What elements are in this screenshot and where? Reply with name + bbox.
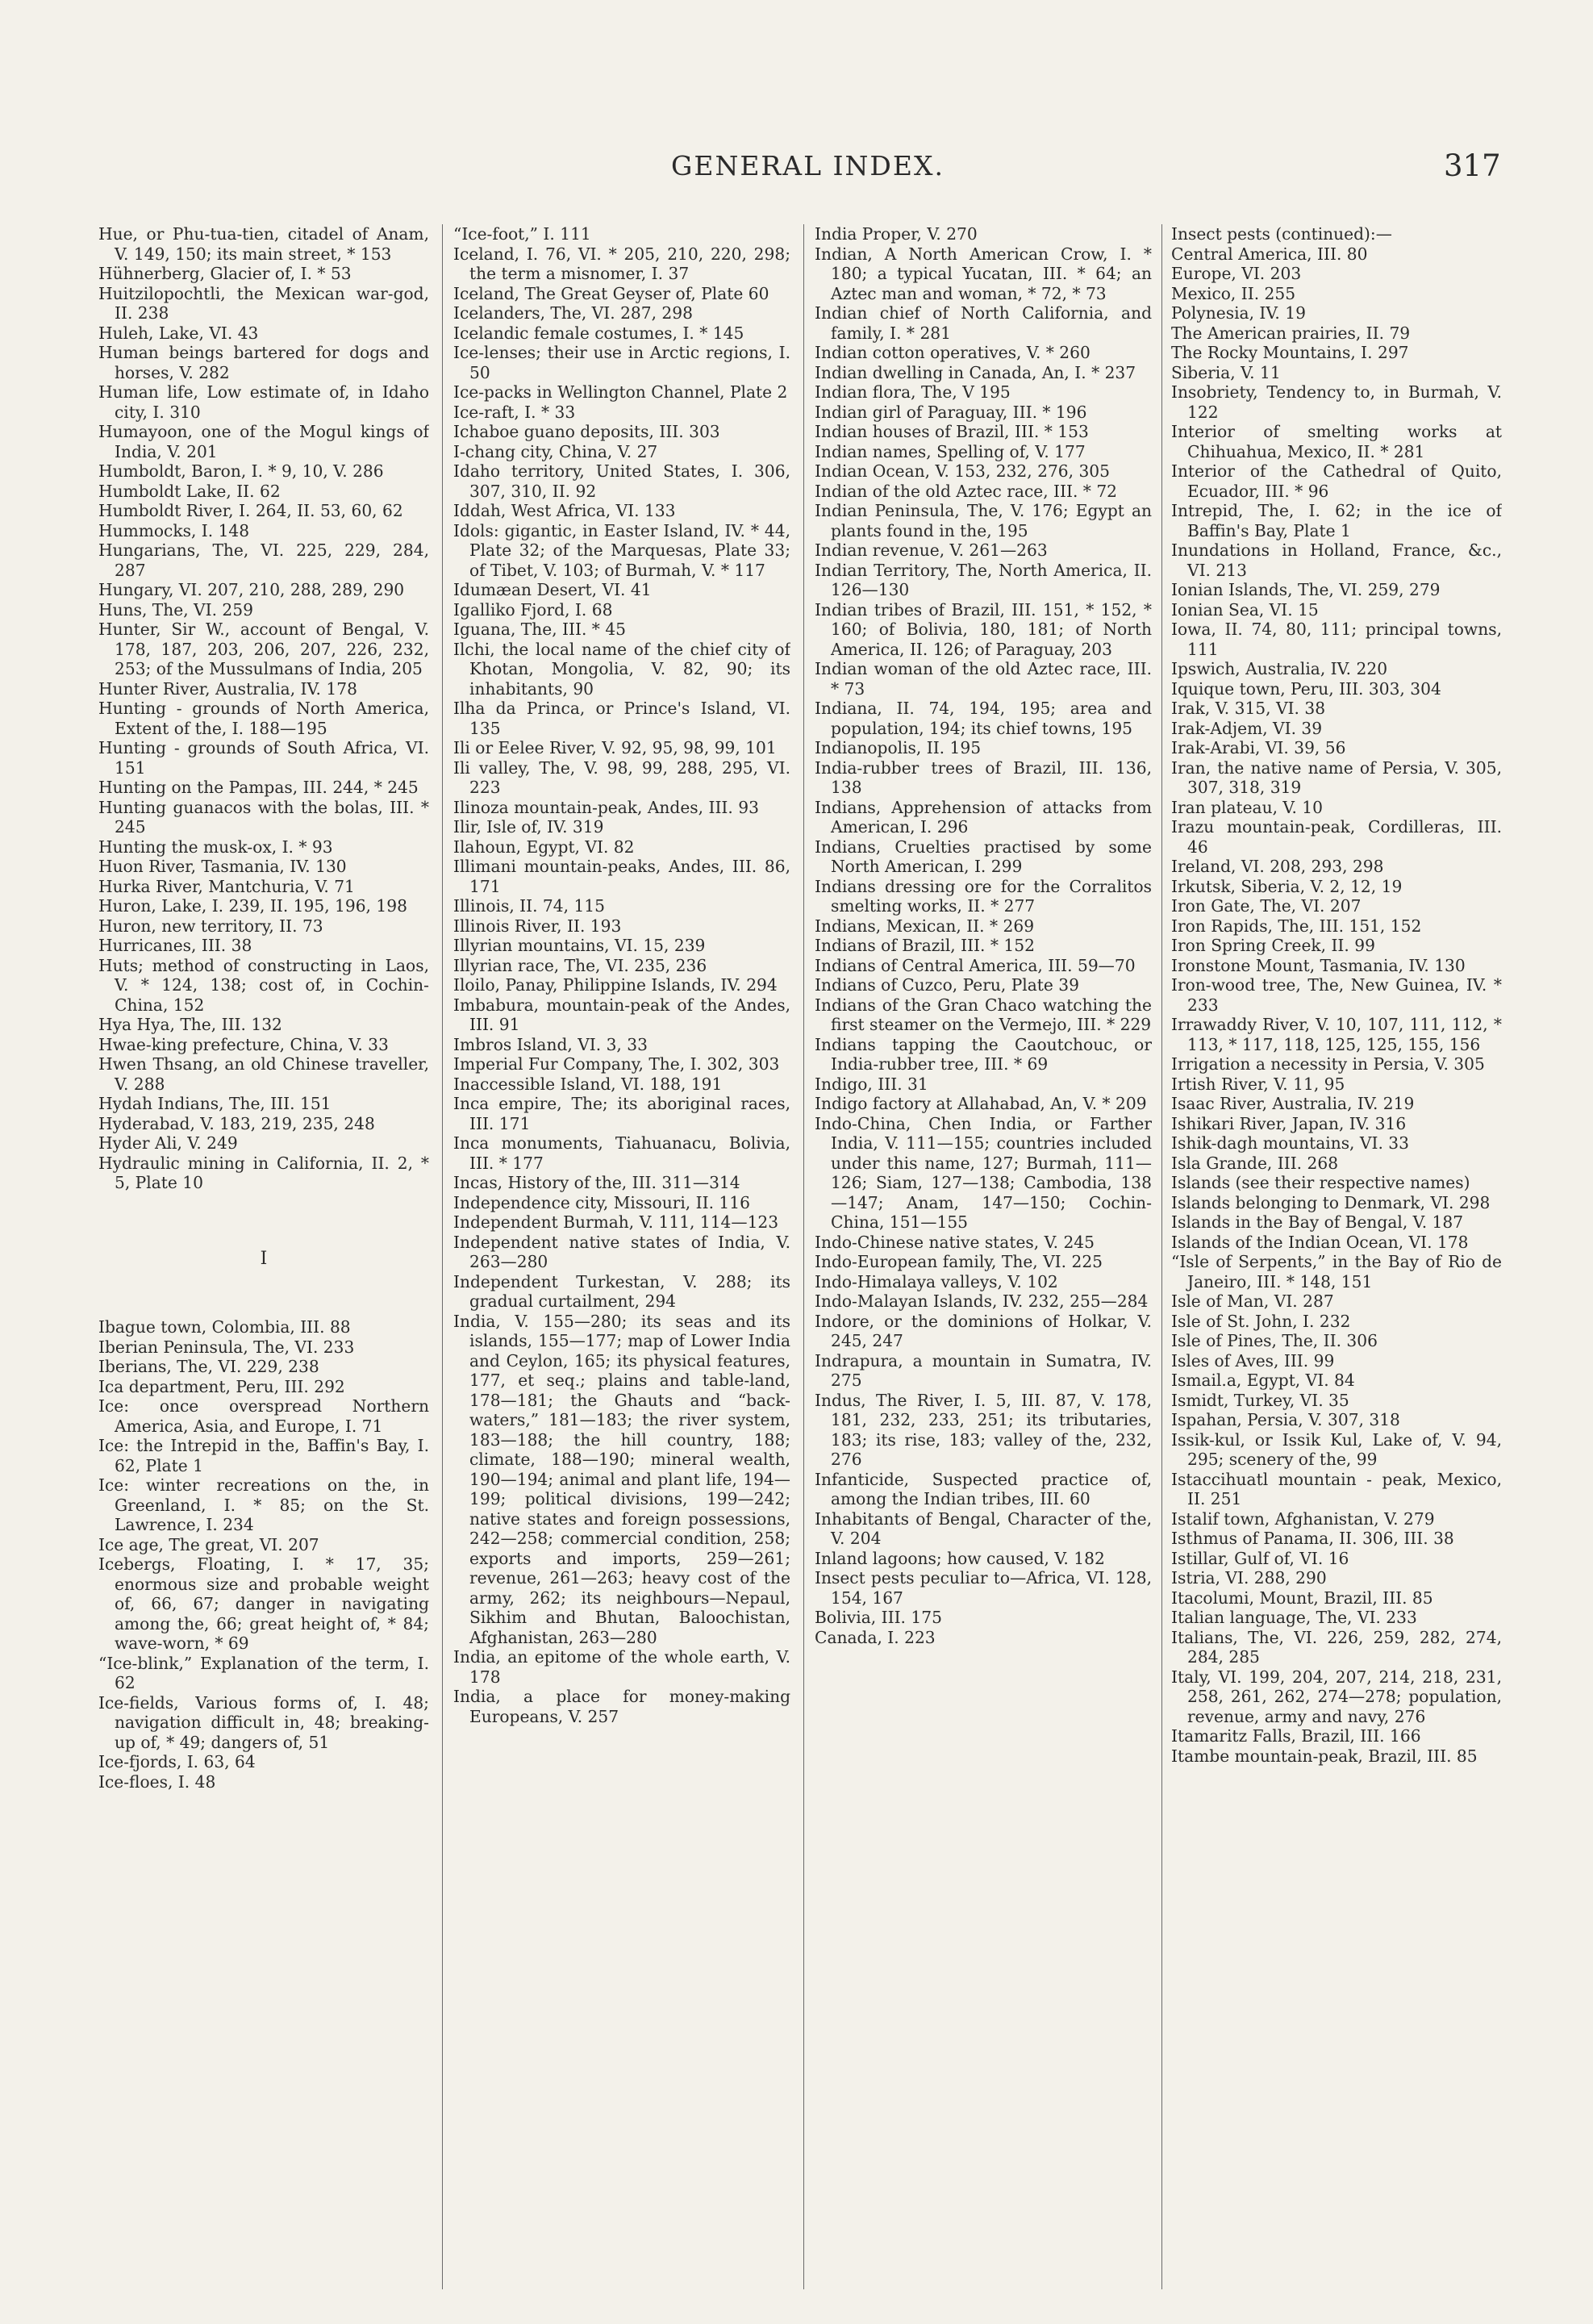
index-entry: The Rocky Mountains, I. 297 — [1171, 343, 1409, 362]
index-entry: Inaccessible Island, VI. 188, 191 — [453, 1074, 723, 1094]
index-entry: Icelanders, The, VI. 287, 298 — [453, 303, 693, 323]
index-entry: Irrigation a necessity in Persia, V. 305 — [1171, 1054, 1485, 1074]
index-entry: Humboldt River, I. 264, II. 53, 60, 62 — [98, 501, 403, 520]
index-entry: Irak-Adjem, VI. 39 — [1171, 718, 1323, 738]
index-entry: Inca empire, The; its aboriginal races, III. 171 — [453, 1094, 790, 1133]
index-entry: Inland lagoons; how caused, V. 182 — [815, 1548, 1105, 1568]
index-entry: Ishik-dagh mountains, VI. 33 — [1171, 1133, 1409, 1153]
index-entry: Imbros Island, VI. 3, 33 — [453, 1034, 648, 1054]
index-entry: Indigo, III. 31 — [815, 1074, 928, 1094]
index-entry: Hyder Ali, V. 249 — [98, 1133, 238, 1153]
index-entry: Ilir, Isle of, IV. 319 — [453, 817, 604, 837]
index-entry: Isle of Man, VI. 287 — [1171, 1291, 1334, 1311]
index-entry: Hungary, VI. 207, 210, 288, 289, 290 — [98, 580, 405, 599]
index-entry: Hyderabad, V. 183, 219, 235, 248 — [98, 1113, 375, 1133]
index-entry: Istillar, Gulf of, VI. 16 — [1171, 1548, 1349, 1568]
index-entry: Inca monuments, Tiahuanacu, Bolivia, III. * 177 — [453, 1133, 790, 1173]
index-entry: Indians tapping the Caoutchouc, or India-rubber tree, III. * 69 — [815, 1034, 1152, 1074]
index-entry: Idumæan Desert, VI. 41 — [453, 580, 652, 599]
index-entry: Ibague town, Colombia, III. 88 — [98, 1317, 351, 1337]
page-title: GENERAL INDEX. — [671, 150, 945, 181]
index-entry: Ili valley, The, V. 98, 99, 288, 295, VI. 223 — [453, 757, 790, 797]
index-entry: Interior of smelting works at Chihuahua, Mexico, II. * 281 — [1171, 422, 1502, 461]
index-entry: Indian of the old Aztec race, III. * 72 — [815, 481, 1118, 501]
index-column-1 — [98, 224, 429, 2289]
index-entry: Indian chief of North California, and family, I. * 281 — [815, 303, 1152, 343]
index-entry: Central America, III. 80 — [1171, 244, 1368, 264]
index-entry: Huron, new territory, II. 73 — [98, 916, 323, 936]
index-entry: Ilha da Princa, or Prince's Island, VI. 135 — [453, 699, 790, 738]
index-entry: Ice: winter recreations on the, in Greenland, I. * 85; on the St. Lawrence, I. 234 — [98, 1475, 429, 1534]
index-entry: Islands belonging to Denmark, VI. 298 — [1171, 1192, 1491, 1212]
index-entry: Huitzilopochtli, the Mexican war-god, II. 238 — [98, 283, 429, 323]
index-entry: “Ice-blink,” Explanation of the term, I. 62 — [98, 1653, 429, 1692]
index-entry: The American prairies, II. 79 — [1171, 323, 1411, 343]
index-entry: Illinois River, II. 193 — [453, 916, 622, 936]
index-entry: Insect pests (continued):— — [1171, 224, 1392, 244]
index-entry: Huon River, Tasmania, IV. 130 — [98, 857, 347, 876]
index-entry: Interior of the Cathedral of Quito, Ecuador, III. * 96 — [1171, 461, 1502, 501]
index-entry: Indian cotton operatives, V. * 260 — [815, 343, 1090, 362]
index-entry: India, V. 155—280; its seas and its islands, 155—177; map of Lower India and Ceylon, 165; its physical features, 177, et seq.; plains and table-land, 178—181; the Ghauts and “back-waters,” 181—183; the river system, 183—188; the hill country, 188; climate, 188—190; mineral wealth, 190—194; animal and plant life, 194—199; political divisions, 199—242; native states and foreign possessions, 242—258; commercial condition, 258; exports and imports, 259—261; revenue, 261—263; heavy cost of the army, 262; its neighbours—Nepaul, Sikhim and Bhutan, Baloochistan, Afghanistan, 263—280 — [453, 1311, 790, 1647]
index-entry: Irkutsk, Siberia, V. 2, 12, 19 — [1171, 876, 1403, 896]
index-entry: Ionian Islands, The, VI. 259, 279 — [1171, 580, 1441, 599]
index-entry: Italian language, The, VI. 233 — [1171, 1608, 1417, 1627]
index-entry: Incas, History of the, III. 311—314 — [453, 1173, 740, 1192]
index-entry: Indian tribes of Brazil, III. 151, * 152, * 160; of Bolivia, 180, 181; of North America, II. 126; of Paraguay, 203 — [815, 599, 1152, 659]
index-entry: Hya Hya, The, III. 132 — [98, 1015, 282, 1034]
index-entry: Irak, V. 315, VI. 38 — [1171, 699, 1326, 718]
index-entry: I-chang city, China, V. 27 — [453, 441, 658, 461]
index-entry: Istria, VI. 288, 290 — [1171, 1568, 1327, 1588]
index-entry: Indo-European family, The, VI. 225 — [815, 1252, 1103, 1271]
index-entry: Hurricanes, III. 38 — [98, 936, 252, 955]
index-entry: Irrawaddy River, V. 10, 107, 111, 112, * 113, * 117, 118, 125, 125, 155, 156 — [1171, 1015, 1502, 1054]
index-entry: Irtish River, V. 11, 95 — [1171, 1074, 1345, 1094]
index-entry: Irak-Arabi, VI. 39, 56 — [1171, 738, 1346, 757]
index-entry: Siberia, V. 11 — [1171, 362, 1281, 382]
index-entry: Human beings bartered for dogs and horses, V. 282 — [98, 343, 429, 382]
index-entry: Iddah, West Africa, VI. 133 — [453, 501, 676, 520]
index-entry: Iberian Peninsula, The, VI. 233 — [98, 1337, 355, 1357]
index-entry: Humboldt, Baron, I. * 9, 10, V. 286 — [98, 461, 384, 481]
index-entry: Hunter, Sir W., account of Bengal, V. 178, 187, 203, 206, 207, 226, 232, 253; of the Mussulmans of India, 205 — [98, 620, 429, 678]
index-entry: Independent Turkestan, V. 288; its gradual curtailment, 294 — [453, 1271, 790, 1311]
index-entry: Indo-Himalaya valleys, V. 102 — [815, 1271, 1058, 1291]
index-entry: Ice-raft, I. * 33 — [453, 402, 576, 422]
index-entry: Illyrian mountains, VI. 15, 239 — [453, 936, 706, 955]
index-entry: Huleh, Lake, VI. 43 — [98, 323, 259, 343]
index-entry: Ica department, Peru, III. 292 — [98, 1376, 345, 1396]
index-entry: Infanticide, Suspected practice of, among the Indian tribes, III. 60 — [815, 1469, 1152, 1508]
index-entry: Indian flora, The, V 195 — [815, 382, 1011, 402]
index-entry: Iron Spring Creek, II. 99 — [1171, 936, 1375, 955]
index-entry: Indo-China, Chen India, or Farther India, V. 111—155; countries included under this name, 127; Burmah, 111—126; Siam, 127—138; Cambodia, 138—147; Anam, 147—150; Cochin-China, 151—155 — [815, 1113, 1152, 1232]
index-entry: Humayoon, one of the Mogul kings of India, V. 201 — [98, 422, 429, 461]
index-entry: Indians, Mexican, II. * 269 — [815, 916, 1035, 936]
column-divider — [803, 224, 804, 2289]
index-entry: India, a place for money-making Europeans, V. 257 — [453, 1687, 790, 1726]
index-entry: Huts; method of constructing in Laos, V. * 124, 138; cost of, in Cochin-China, 152 — [98, 955, 429, 1015]
index-entry: Ili or Eelee River, V. 92, 95, 98, 99, 101 — [453, 738, 777, 757]
index-entry: Issik-kul, or Issik Kul, Lake of, V. 94, 295; scenery of the, 99 — [1171, 1429, 1502, 1469]
index-entry: Indians, Apprehension of attacks from American, I. 296 — [815, 797, 1152, 837]
index-entry: Humboldt Lake, II. 62 — [98, 481, 281, 501]
index-entry: Itamaritz Falls, Brazil, III. 166 — [1171, 1726, 1421, 1746]
index-entry: “Ice-foot,” I. 111 — [453, 224, 591, 244]
index-entry: Indian woman of the old Aztec race, III. * 73 — [815, 659, 1152, 699]
index-entry: Indians of Cuzco, Peru, Plate 39 — [815, 975, 1079, 995]
index-entry: Hwae-king prefecture, China, V. 33 — [98, 1034, 389, 1054]
index-entry: Indian Territory, The, North America, II. 126—130 — [815, 560, 1152, 599]
index-entry: Ilinoza mountain-peak, Andes, III. 93 — [453, 797, 759, 817]
index-entry: Igalliko Fjord, I. 68 — [453, 599, 613, 620]
index-entry: Iceland, I. 76, VI. * 205, 210, 220, 298; the term a misnomer, I. 37 — [453, 244, 790, 283]
index-entry: Ipswich, Australia, IV. 220 — [1171, 659, 1388, 678]
index-entry: Indians dressing ore for the Corralitos smelting works, II. * 277 — [815, 876, 1152, 916]
index-entry: Islands of the Indian Ocean, VI. 178 — [1171, 1232, 1469, 1252]
index-entry: Isaac River, Australia, IV. 219 — [1171, 1094, 1415, 1113]
index-entry: Human life, Low estimate of, in Idaho city, I. 310 — [98, 382, 429, 422]
index-entry: Indian houses of Brazil, III. * 153 — [815, 422, 1089, 441]
index-entry: Hühnerberg, Glacier of, I. * 53 — [98, 264, 352, 283]
index-entry: Hydah Indians, The, III. 151 — [98, 1094, 332, 1113]
index-entry: Iron Rapids, The, III. 151, 152 — [1171, 916, 1422, 936]
index-entry: Illyrian race, The, VI. 235, 236 — [453, 955, 707, 975]
index-entry: Idaho territory, United States, I. 306, 307, 310, II. 92 — [453, 461, 790, 501]
index-entry: Indian girl of Paraguay, III. * 196 — [815, 402, 1087, 422]
index-entry: Hue, or Phu-tua-tien, citadel of Anam, V. 149, 150; its main street, * 153 — [98, 224, 429, 264]
index-entry: Hurka River, Mantchuria, V. 71 — [98, 876, 355, 896]
index-entry: Huns, The, VI. 259 — [98, 599, 253, 620]
index-entry: Islands (see their respective names) — [1171, 1173, 1470, 1192]
index-entry: Hydraulic mining in California, II. 2, * 5, Plate 10 — [98, 1153, 429, 1192]
index-entry: Polynesia, IV. 19 — [1171, 303, 1306, 323]
index-entry: Icebergs, Floating, I. * 17, 35; enormous size and probable weight of, 66, 67; danger in navigating among the, 66; great height of, * 84; wave-worn, * 69 — [98, 1554, 429, 1653]
column-divider — [442, 224, 443, 2289]
index-entry: Icelandic female costumes, I. * 145 — [453, 323, 744, 343]
index-entry: Ispahan, Persia, V. 307, 318 — [1171, 1410, 1400, 1429]
index-entry: Illimani mountain-peaks, Andes, III. 86, 171 — [453, 857, 790, 896]
index-entry: Italians, The, VI. 226, 259, 282, 274, 284, 285 — [1171, 1627, 1502, 1667]
index-entry: Iberians, The, VI. 229, 238 — [98, 1357, 319, 1376]
index-entry: Iron Gate, The, VI. 207 — [1171, 896, 1362, 916]
index-entry: Hungarians, The, VI. 225, 229, 284, 287 — [98, 540, 429, 580]
index-entry: Ilchi, the local name of the chief city of Khotan, Mongolia, V. 82, 90; its inhabitants, 90 — [453, 639, 790, 699]
index-entry: Indo-Chinese native states, V. 245 — [815, 1232, 1095, 1252]
index-entry: Indianopolis, II. 195 — [815, 738, 982, 757]
index-entry: Indigo factory at Allahabad, An, V. * 209 — [815, 1094, 1147, 1113]
index-entry: Mexico, II. 255 — [1171, 283, 1296, 303]
index-column-3 — [815, 224, 1152, 2289]
index-entry: Indian Peninsula, The, V. 176; Egypt an plants found in the, 195 — [815, 501, 1152, 540]
index-entry: Italy, VI. 199, 204, 207, 214, 218, 231, 258, 261, 262, 274—278; population, revenue, army and navy, 276 — [1171, 1667, 1502, 1726]
section-letter: I — [260, 1248, 268, 1269]
index-entry: Iran plateau, V. 10 — [1171, 797, 1323, 817]
index-entry: Isles of Aves, III. 99 — [1171, 1350, 1335, 1371]
index-entry: Indian Ocean, V. 153, 232, 276, 305 — [815, 461, 1110, 481]
index-entry: Itacolumi, Mount, Brazil, III. 85 — [1171, 1588, 1433, 1608]
index-entry: Ishikari River, Japan, IV. 316 — [1171, 1113, 1407, 1133]
index-entry: Independent Burmah, V. 111, 114—123 — [453, 1212, 779, 1232]
index-entry: Isla Grande, III. 268 — [1171, 1153, 1339, 1173]
index-column-4 — [1171, 224, 1502, 2289]
index-entry: Independence city, Missouri, II. 116 — [453, 1192, 750, 1212]
index-entry: Istalif town, Afghanistan, V. 279 — [1171, 1508, 1435, 1529]
index-entry: India, an epitome of the whole earth, V. 178 — [453, 1647, 790, 1687]
index-entry: Hunter River, Australia, IV. 178 — [98, 678, 357, 699]
index-entry: Iguana, The, III. * 45 — [453, 620, 627, 639]
index-entry: Indians of Central America, III. 59—70 — [815, 955, 1136, 975]
index-entry: Indian dwelling in Canada, An, I. * 237 — [815, 362, 1136, 382]
index-entry: Imperial Fur Company, The, I. 302, 303 — [453, 1054, 780, 1074]
index-entry: Ice-fields, Various forms of, I. 48; navigation difficult in, 48; breaking-up of, * 49; dangers of, 51 — [98, 1692, 429, 1752]
index-entry: Iquique town, Peru, III. 303, 304 — [1171, 678, 1441, 699]
index-entry: Iowa, II. 74, 80, 111; principal towns, 111 — [1171, 620, 1502, 659]
index-entry: Isle of St. John, I. 232 — [1171, 1311, 1351, 1331]
index-entry: Ironstone Mount, Tasmania, IV. 130 — [1171, 955, 1466, 975]
index-entry: Idols: gigantic, in Easter Island, IV. * 44, Plate 32; of the Marquesas, Plate 33; of Tibet, V. 103; of Burmah, V. * 117 — [453, 520, 790, 580]
index-entry: Istaccihuatl mountain - peak, Mexico, II. 251 — [1171, 1469, 1502, 1508]
index-entry: Isle of Pines, The, II. 306 — [1171, 1331, 1378, 1350]
index-entry: Irazu mountain-peak, Cordilleras, III. 46 — [1171, 817, 1502, 857]
index-entry: Ismidt, Turkey, VI. 35 — [1171, 1390, 1349, 1410]
index-entry: Hunting the musk-ox, I. * 93 — [98, 837, 333, 857]
index-entry: Iran, the native name of Persia, V. 305, 307, 318, 319 — [1171, 757, 1502, 797]
index-entry: Isthmus of Panama, II. 306, III. 38 — [1171, 1529, 1454, 1548]
index-entry: Hunting on the Pampas, III. 244, * 245 — [98, 778, 419, 797]
index-entry: Hwen Thsang, an old Chinese traveller, V. 288 — [98, 1054, 429, 1094]
index-entry: Hummocks, I. 148 — [98, 520, 250, 540]
index-entry: Ice: once overspread Northern America, Asia, and Europe, I. 71 — [98, 1396, 429, 1436]
index-entry: Ice-packs in Wellington Channel, Plate 2 — [453, 382, 788, 402]
index-entry: Hunting - grounds of North America, Extent of the, I. 188—195 — [98, 699, 429, 738]
index-entry: Ice-fjords, I. 63, 64 — [98, 1752, 256, 1771]
index-entry: Canada, I. 223 — [815, 1627, 936, 1647]
index-entry: “Isle of Serpents,” in the Bay of Rio de Janeiro, III. * 148, 151 — [1171, 1252, 1502, 1291]
index-entry: Islands in the Bay of Bengal, V. 187 — [1171, 1212, 1464, 1232]
index-entry: Indian names, Spelling of, V. 177 — [815, 441, 1086, 461]
index-entry: Europe, VI. 203 — [1171, 264, 1302, 283]
index-entry: Indore, or the dominions of Holkar, V. 245, 247 — [815, 1311, 1152, 1350]
index-entry: Ionian Sea, VI. 15 — [1171, 599, 1319, 620]
index-entry: Illinois, II. 74, 115 — [453, 896, 605, 916]
index-entry: Iceland, The Great Geyser of, Plate 60 — [453, 283, 769, 303]
index-entry: Ice: the Intrepid in the, Baffin's Bay, I. 62, Plate 1 — [98, 1436, 429, 1475]
column-divider — [1161, 224, 1162, 2289]
index-entry: Hunting - grounds of South Africa, VI. 151 — [98, 738, 429, 778]
index-entry: Ice age, The great, VI. 207 — [98, 1534, 319, 1554]
index-column-2 — [453, 224, 790, 2289]
index-entry: Iloilo, Panay, Philippine Islands, IV. 294 — [453, 975, 778, 995]
index-entry: India Proper, V. 270 — [815, 224, 978, 244]
index-entry: Inhabitants of Bengal, Character of the, V. 204 — [815, 1508, 1152, 1548]
index-entry: Indo-Malayan Islands, IV. 232, 255—284 — [815, 1291, 1149, 1311]
index-entry: Insect pests peculiar to—Africa, VI. 128, 154, 167 — [815, 1568, 1152, 1608]
index-entry: Ichaboe guano deposits, III. 303 — [453, 422, 720, 441]
index-entry: Ismail.a, Egypt, VI. 84 — [1171, 1371, 1355, 1390]
index-entry: Hunting guanacos with the bolas, III. * 245 — [98, 797, 429, 837]
index-entry: Inundations in Holland, France, &c., VI. 213 — [1171, 540, 1502, 580]
index-entry: Independent native states of India, V. 263—280 — [453, 1232, 790, 1271]
index-entry: Imbabura, mountain-peak of the Andes, III. 91 — [453, 995, 790, 1034]
index-entry: Ice-floes, I. 48 — [98, 1771, 216, 1792]
index-entry: Insobriety, Tendency to, in Burmah, V. 122 — [1171, 382, 1502, 422]
index-entry: Indrapura, a mountain in Sumatra, IV. 275 — [815, 1350, 1152, 1390]
page-number: 317 — [1444, 148, 1501, 183]
index-entry: Indus, The River, I. 5, III. 87, V. 178, 181, 232, 233, 251; its tributaries, 183; its rise, 183; valley of the, 232, 276 — [815, 1390, 1152, 1469]
index-entry: Indian revenue, V. 261—263 — [815, 540, 1048, 560]
index-entry: Ireland, VI. 208, 293, 298 — [1171, 857, 1384, 876]
index-columns — [98, 224, 1502, 2289]
index-entry: Indians, Cruelties practised by some North American, I. 299 — [815, 837, 1152, 876]
index-entry: India-rubber trees of Brazil, III. 136, 138 — [815, 757, 1152, 797]
index-entry: Iron-wood tree, The, New Guinea, IV. * 233 — [1171, 975, 1502, 1015]
index-entry: Indiana, II. 74, 194, 195; area and population, 194; its chief towns, 195 — [815, 699, 1152, 738]
index-entry: Ilahoun, Egypt, VI. 82 — [453, 837, 635, 857]
index-entry: Indian, A North American Crow, I. * 180; a typical Yucatan, III. * 64; an Aztec man and woman, * 72, * 73 — [815, 244, 1152, 303]
index-entry: Indians of Brazil, III. * 152 — [815, 936, 1035, 955]
index-entry: Itambe mountain-peak, Brazil, III. 85 — [1171, 1746, 1478, 1766]
index-entry: Indians of the Gran Chaco watching the first steamer on the Vermejo, III. * 229 — [815, 995, 1152, 1034]
index-entry: Ice-lenses; their use in Arctic regions, I. 50 — [453, 343, 790, 382]
index-entry: Huron, Lake, I. 239, II. 195, 196, 198 — [98, 896, 407, 916]
index-entry: Intrepid, The, I. 62; in the ice of Baffin's Bay, Plate 1 — [1171, 501, 1502, 540]
index-entry: Bolivia, III. 175 — [815, 1608, 942, 1627]
page-header — [0, 144, 1593, 192]
